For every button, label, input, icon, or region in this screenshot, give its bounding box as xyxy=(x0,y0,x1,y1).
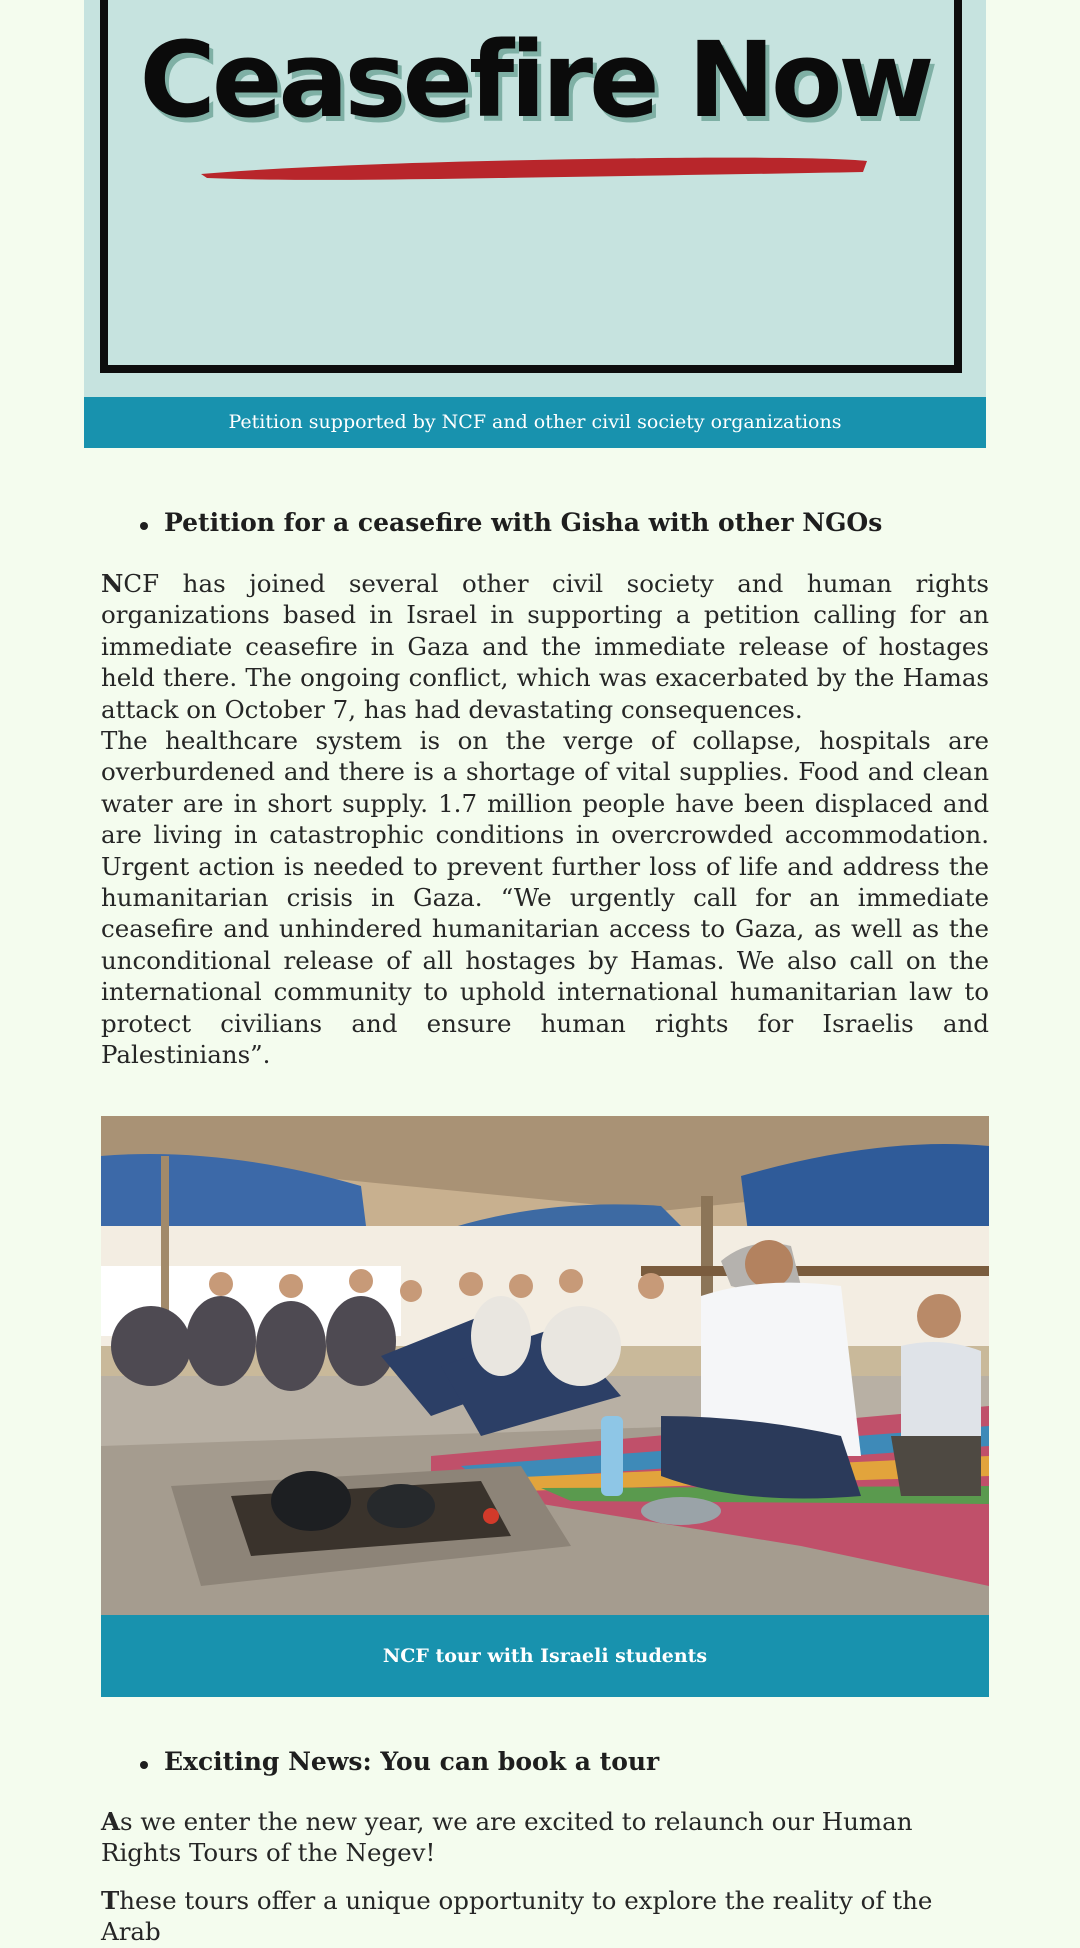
paragraph: The healthcare system is on the verge of collapse, hospitals are overburdened and there is a shortage of vital supplies. Food and clean water are in short supply. 1.7 million people have been displaced and are living in catastrophic conditions in overcrowded accommodation. Urgent action is needed to prevent further loss of life and address the humanitarian crisis in Gaza. “We urgently call for an immediate ceasefire and unhindered humanitarian access to Gaza, as well as the unconditional release of all hostages by Hamas. We also call on the international community to uphold international humanitarian law to protect civilians and ensure human rights for Israelis and Palestinians”. xyxy=(101,726,989,1070)
photo-caption: NCF tour with Israeli students xyxy=(101,1615,989,1697)
ceasefire-banner-image xyxy=(84,0,986,397)
tours-body xyxy=(101,1806,989,1948)
paragraph xyxy=(101,1806,989,1869)
paragraph-text: s we enter the new year, we are excited to relaunch our Human Rights Tours of the Negev! xyxy=(101,1807,913,1868)
section-tours xyxy=(101,1747,989,1776)
paragraph-text: CF has joined several other civil society and human rights organizations based in Israel in supporting a petition calling for an immediate ceasefire in Gaza and the immediate release of hostages held there. The ongoing conflict, which was exacerbated by the Hamas attack on October 7, has had devastating consequences. xyxy=(101,569,989,724)
paragraph xyxy=(101,1885,989,1948)
section-heading: Petition for a ceasefire with Gisha with other NGOs xyxy=(101,508,989,537)
paragraph xyxy=(101,568,989,725)
banner-title: Ceasefire Now xyxy=(139,19,931,141)
section-petition xyxy=(101,508,989,537)
tour-photo xyxy=(101,1116,989,1615)
section-heading: Exciting News: You can book a tour xyxy=(101,1747,989,1776)
banner-caption: Petition supported by NCF and other civil society organizations xyxy=(84,397,986,448)
drop-letter: T xyxy=(101,1885,120,1915)
drop-letter: A xyxy=(101,1807,121,1836)
paragraph-text: hese tours offer a unique opportunity to explore the reality of the Arab xyxy=(101,1885,933,1947)
petition-body xyxy=(101,568,989,1071)
drop-letter: N xyxy=(101,569,124,598)
red-underline-stroke xyxy=(199,154,879,184)
